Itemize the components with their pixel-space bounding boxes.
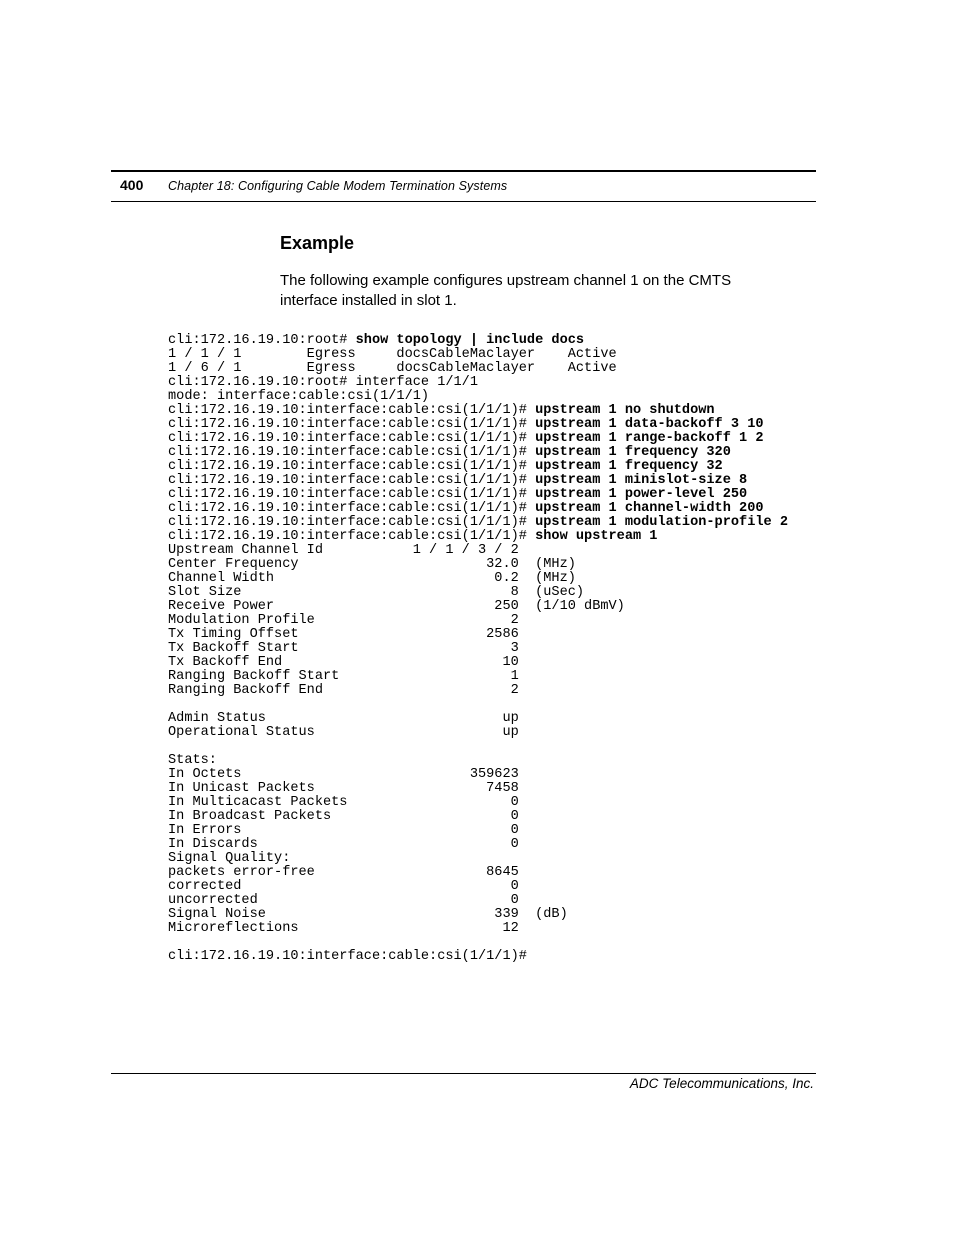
code-line-command: upstream 1 range-backoff 1 2: [535, 431, 764, 446]
code-line: [168, 684, 788, 698]
code-line-text: In Octets 359623: [168, 767, 519, 782]
code-line: [168, 838, 788, 852]
code-line: [168, 852, 788, 866]
code-line: [168, 474, 788, 488]
code-line-text: 1 / 1 / 1 Egress docsCableMaclayer Active: [168, 347, 617, 362]
section-heading: Example: [280, 233, 355, 253]
code-line: [168, 712, 788, 726]
code-line-text: cli:172.16.19.10:interface:cable:csi(1/1/1)#: [168, 501, 536, 516]
code-line-text: cli:172.16.19.10:interface:cable:csi(1/1/1)#: [168, 473, 536, 488]
code-line-command: upstream 1 frequency 320: [535, 445, 731, 460]
page-number: 400: [120, 177, 144, 193]
code-line: [168, 950, 788, 964]
code-line-text: Ranging Backoff End 2: [168, 683, 519, 698]
code-line-text: In Broadcast Packets 0: [168, 809, 519, 824]
code-line-text: cli:172.16.19.10:interface:cable:csi(1/1/1)#: [168, 487, 536, 502]
code-line: [168, 810, 788, 824]
code-line: [168, 726, 788, 740]
code-line-text: Modulation Profile 2: [168, 613, 519, 628]
code-line: [168, 768, 788, 782]
code-line-command: upstream 1 minislot-size 8: [535, 473, 748, 488]
code-line-text: Tx Backoff End 10: [168, 655, 519, 670]
code-line-text: cli:172.16.19.10:interface:cable:csi(1/1/1)#: [168, 417, 536, 432]
code-line: [168, 656, 788, 670]
code-line: [168, 544, 788, 558]
code-line-text: Tx Backoff Start 3: [168, 641, 519, 656]
code-line-text: cli:172.16.19.10:root#: [168, 333, 356, 348]
code-line-text: Signal Quality:: [168, 851, 291, 866]
code-line: [168, 502, 788, 516]
code-line-text: uncorrected 0: [168, 893, 519, 908]
code-line-text: In Discards 0: [168, 837, 519, 852]
code-line: [168, 362, 788, 376]
code-line-text: In Multicacast Packets 0: [168, 795, 519, 810]
code-line-command: upstream 1 frequency 32: [535, 459, 723, 474]
code-line: [168, 880, 788, 894]
code-line: [168, 460, 788, 474]
code-line-command: upstream 1 channel-width 200: [535, 501, 764, 516]
code-line-text: packets error-free 8645: [168, 865, 519, 880]
code-line: [168, 488, 788, 502]
code-line-text: cli:172.16.19.10:interface:cable:csi(1/1/1)#: [168, 445, 536, 460]
code-line-text: In Unicast Packets 7458: [168, 781, 519, 796]
code-line: [168, 404, 788, 418]
code-line: [168, 558, 788, 572]
code-line: [168, 908, 788, 922]
code-line-text: Operational Status up: [168, 725, 519, 740]
code-line-command: show upstream 1: [535, 529, 658, 544]
code-line-text: In Errors 0: [168, 823, 519, 838]
code-line-command: show topology | include docs: [355, 333, 585, 348]
code-line: [168, 796, 788, 810]
code-line: [168, 614, 788, 628]
code-line: [168, 740, 788, 754]
code-line-text: Slot Size 8 (uSec): [168, 585, 585, 600]
footer-company: ADC Telecommunications, Inc.: [629, 1076, 814, 1091]
code-line-text: Tx Timing Offset 2586: [168, 627, 519, 642]
code-line: [168, 432, 788, 446]
footer-rule: [111, 1073, 816, 1074]
code-line-text: Admin Status up: [168, 711, 519, 726]
intro-paragraph: The following example configures upstream channel 1 on the CMTS interface installed in slot 1.: [280, 272, 732, 309]
code-line: [168, 390, 788, 404]
code-line: [168, 572, 788, 586]
code-line-text: cli:172.16.19.10:interface:cable:csi(1/1/1)#: [168, 403, 536, 418]
cli-code-block: [168, 334, 788, 964]
code-line: [168, 376, 788, 390]
code-line: [168, 642, 788, 656]
code-line-text: Receive Power 250 (1/10 dBmV): [168, 599, 625, 614]
code-line-text: Signal Noise 339 (dB): [168, 907, 568, 922]
code-line-text: Center Frequency 32.0 (MHz): [168, 557, 576, 572]
code-line: [168, 866, 788, 880]
code-line-text: Ranging Backoff Start 1: [168, 669, 519, 684]
code-line: [168, 446, 788, 460]
code-line-text: mode: interface:cable:csi(1/1/1): [168, 389, 430, 404]
header-rule-top: [111, 170, 816, 172]
code-line-text: cli:172.16.19.10:interface:cable:csi(1/1/1)#: [168, 949, 527, 964]
code-line: [168, 586, 788, 600]
code-line: [168, 348, 788, 362]
code-line: [168, 922, 788, 936]
code-line: [168, 334, 788, 348]
code-line-text: cli:172.16.19.10:interface:cable:csi(1/1/1)#: [168, 529, 536, 544]
code-line-text: Upstream Channel Id 1 / 1 / 3 / 2: [168, 543, 519, 558]
code-line: [168, 600, 788, 614]
code-line: [168, 894, 788, 908]
code-line-text: Channel Width 0.2 (MHz): [168, 571, 576, 586]
chapter-title: Chapter 18: Configuring Cable Modem Termination Systems: [168, 179, 508, 193]
code-line-text: cli:172.16.19.10:root# interface 1/1/1: [168, 375, 478, 390]
header-rule-bottom: [111, 201, 816, 202]
code-line-command: upstream 1 no shutdown: [535, 403, 715, 418]
code-line: [168, 824, 788, 838]
code-line: [168, 418, 788, 432]
code-line-text: corrected 0: [168, 879, 519, 894]
code-line-command: upstream 1 modulation-profile 2: [535, 515, 788, 530]
code-line: [168, 782, 788, 796]
code-line: [168, 754, 788, 768]
code-line: [168, 936, 788, 950]
code-line: [168, 698, 788, 712]
code-line-text: cli:172.16.19.10:interface:cable:csi(1/1/1)#: [168, 515, 536, 530]
code-line-text: cli:172.16.19.10:interface:cable:csi(1/1/1)#: [168, 459, 536, 474]
code-line-text: Stats:: [168, 753, 217, 768]
code-line: [168, 516, 788, 530]
code-line-text: 1 / 6 / 1 Egress docsCableMaclayer Active: [168, 361, 617, 376]
code-line-text: Microreflections 12: [168, 921, 519, 936]
code-line: [168, 628, 788, 642]
code-line: [168, 670, 788, 684]
code-line-text: cli:172.16.19.10:interface:cable:csi(1/1/1)#: [168, 431, 536, 446]
code-line-command: upstream 1 power-level 250: [535, 487, 748, 502]
code-line-command: upstream 1 data-backoff 3 10: [535, 417, 764, 432]
code-line: [168, 530, 788, 544]
